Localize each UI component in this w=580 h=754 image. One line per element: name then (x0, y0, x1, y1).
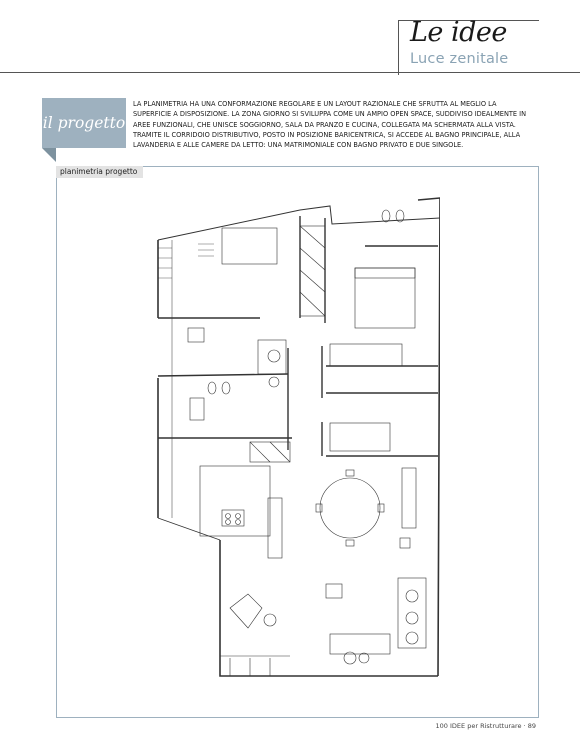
stairs (158, 244, 214, 278)
project-tag-label: il progetto (42, 114, 126, 132)
kitchen-living (200, 466, 426, 676)
plan-label: planimetria progetto (56, 166, 143, 178)
section-subtitle: Luce zenitale (410, 51, 509, 67)
project-tag-fold (42, 148, 56, 162)
section-title: Le idee (410, 17, 507, 48)
bedrooms (222, 228, 415, 451)
bathroom-fixtures (188, 210, 404, 420)
floor-plan-drawing (150, 188, 440, 678)
header-rule (0, 72, 580, 73)
intro-paragraph: LA PLANIMETRIA HA UNA CONFORMAZIONE REGOLARE E UN LAYOUT RAZIONALE CHE SFRUTTA AL MEGLIO LA SUPERFICIE A DISPOSIZIONE. LA ZONA GIORNO SI SVILUPPA COME UN AMPIO OPEN SPACE, SUDDIVISO IDEALMENTE IN AREE FUNZIONALI, CHE UNISCE SOGGIORNO, SALA DA PRANZO E CUCINA, COLLEGATA MA SCHERMATA ALLA VISTA. TRAMITE IL CORRIDOIO DISTRIBUTIVO, POSTO IN POSIZIONE BARICENTRICA, SI ACCEDE AL BAGNO PRINCIPALE, ALLA LAVANDERIA E ALLE CAMERE DA LETTO: UNA MATRIMONIALE CON BAGNO PRIVATO E DUE SINGOLE. (133, 100, 527, 150)
page-folio: 100 IDEE per Ristrutturare · 89 (435, 722, 536, 730)
wardrobes (250, 226, 402, 462)
project-tag (42, 98, 126, 148)
